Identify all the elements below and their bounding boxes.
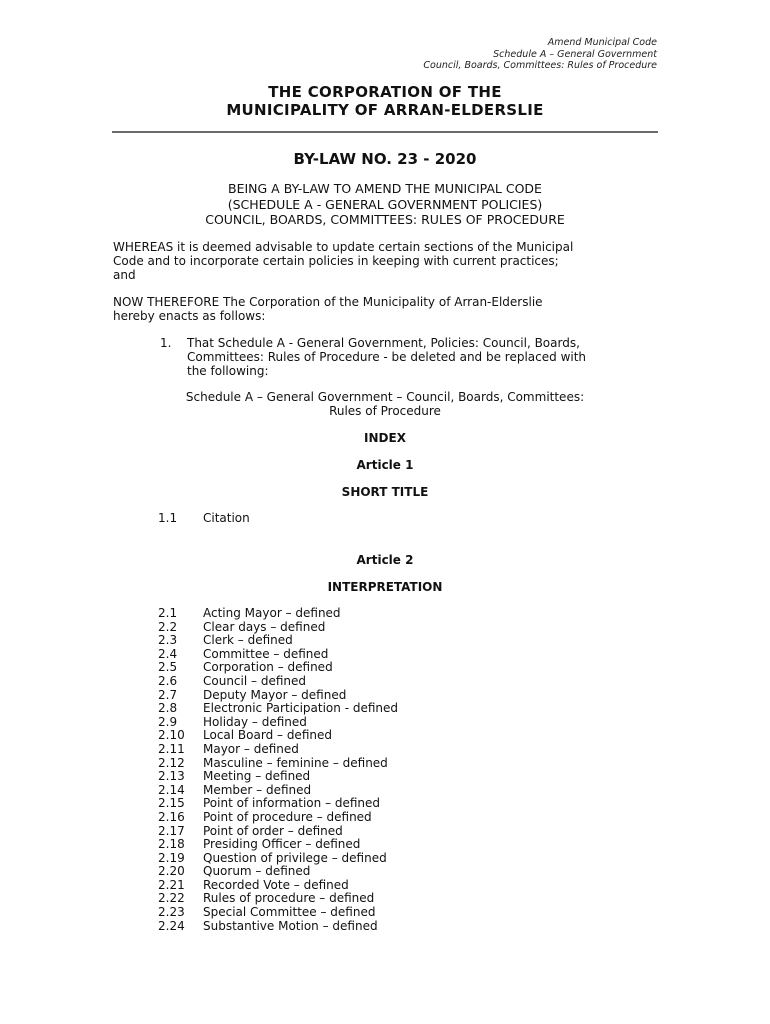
index-entry-text: Electronic Participation - defined <box>203 701 398 716</box>
index-entry-text: Council – defined <box>203 673 306 688</box>
index-entry-number: 2.15 <box>158 796 185 811</box>
index-entry-text: Local Board – defined <box>203 728 332 743</box>
index-entry-text: Point of information – defined <box>203 796 381 811</box>
schedule-heading-line: Rules of Procedure <box>329 404 441 418</box>
index-entry-text: Special Committee – defined <box>203 905 376 920</box>
corporation-title-line: THE CORPORATION OF THE <box>268 83 502 101</box>
clause-line: That Schedule A - General Government, Policies: Council, Boards, <box>187 336 580 350</box>
paragraph-line: NOW THEREFORE The Corporation of the Municipality of Arran-Elderslie <box>113 295 543 309</box>
index-entry-number: 2.5 <box>158 660 178 675</box>
index-entry-text: Committee – defined <box>203 646 329 661</box>
index-entry-text: Clear days – defined <box>203 619 326 634</box>
purpose-line: BEING A BY-LAW TO AMEND THE MUNICIPAL CODE <box>228 181 542 196</box>
index-entry-number: 2.22 <box>158 891 185 906</box>
index-entry-number: 2.3 <box>158 633 178 648</box>
article-1-heading: Article 1 <box>356 458 414 472</box>
index-entry-number: 2.18 <box>158 837 185 852</box>
schedule-heading <box>0 390 770 418</box>
article-2-title: INTERPRETATION <box>327 580 443 594</box>
index-entry-text: Clerk – defined <box>203 633 293 648</box>
index-entry-number: 2.4 <box>158 646 178 661</box>
paragraph-line: WHEREAS it is deemed advisable to update certain sections of the Municipal <box>113 240 574 254</box>
index-entry-number: 2.6 <box>158 673 178 688</box>
index-entry-text: Corporation – defined <box>203 660 333 675</box>
clause-number: 1. <box>160 336 172 350</box>
schedule-heading-line: Schedule A – General Government – Council, Boards, Committees: <box>185 390 585 404</box>
index-entry-text: Quorum – defined <box>203 864 311 879</box>
index-entry-number: 2.23 <box>158 905 185 920</box>
index-entry-number: 1.1 <box>158 511 178 525</box>
index-entry-text: Point of procedure – defined <box>203 809 372 824</box>
index-entry-text: Mayor – defined <box>203 741 299 756</box>
article-2-heading: Article 2 <box>356 553 414 567</box>
running-header-line: Council, Boards, Committees: Rules of Procedure <box>423 60 657 71</box>
index-entry-text: Citation <box>203 511 250 525</box>
bylaw-number: BY-LAW NO. 23 - 2020 <box>293 150 477 168</box>
title-divider <box>112 131 658 133</box>
clause-line: Committees: Rules of Procedure - be deleted and be replaced with <box>187 350 587 364</box>
index-entry-number: 2.16 <box>158 809 185 824</box>
running-header-line: Amend Municipal Code <box>547 37 657 48</box>
purpose-line: COUNCIL, BOARDS, COMMITTEES: RULES OF PROCEDURE <box>205 212 565 227</box>
paragraph-line: hereby enacts as follows: <box>113 309 266 323</box>
index-entry-number: 2.12 <box>158 755 185 770</box>
index-heading: INDEX <box>364 431 406 445</box>
index-entry-text: Recorded Vote – defined <box>203 877 349 892</box>
index-entry-text: Rules of procedure – defined <box>203 891 375 906</box>
index-entry-text: Member – defined <box>203 782 312 797</box>
index-entry-text: Holiday – defined <box>203 714 307 729</box>
index-entry-text: Masculine – feminine – defined <box>203 755 388 770</box>
index-entry-text: Point of order – defined <box>203 823 343 838</box>
index-entry-text: Acting Mayor – defined <box>203 606 341 620</box>
purpose-line: (SCHEDULE A - GENERAL GOVERNMENT POLICIES) <box>227 196 543 212</box>
index-entry-number: 2.14 <box>158 782 185 797</box>
whereas-paragraph <box>113 240 658 282</box>
clause-text <box>187 336 657 378</box>
index-entry-number: 2.8 <box>158 701 178 716</box>
index-entry-text: Presiding Officer – defined <box>203 837 361 852</box>
index-entry-text: Substantive Motion – defined <box>203 918 378 933</box>
bylaw-purpose <box>0 181 770 228</box>
index-entry-number: 2.19 <box>158 850 185 865</box>
index-entry-number: 2.11 <box>158 741 185 756</box>
index-entry-text: Deputy Mayor – defined <box>203 687 347 702</box>
index-entry-number: 2.24 <box>158 918 185 933</box>
paragraph-line: and <box>113 268 136 282</box>
clause-line: the following: <box>187 364 269 378</box>
index-entry-number: 2.2 <box>158 619 178 634</box>
running-header <box>423 37 657 72</box>
index-entry-number: 2.7 <box>158 687 178 702</box>
index-entry-number: 2.17 <box>158 823 185 838</box>
corporation-title-line: MUNICIPALITY OF ARRAN-ELDERSLIE <box>226 101 544 119</box>
running-header-line: Schedule A – General Government <box>493 48 657 60</box>
paragraph-line: Code and to incorporate certain policies in keeping with current practices; <box>113 254 559 268</box>
index-entry-text: Meeting – defined <box>203 769 311 784</box>
index-entry-number: 2.1 <box>158 606 178 620</box>
index-entry-number: 2.13 <box>158 769 185 784</box>
index-entry-number: 2.21 <box>158 877 185 892</box>
corporation-title <box>0 83 770 119</box>
index-entry-number: 2.9 <box>158 714 178 729</box>
index-entry-number: 2.20 <box>158 864 185 879</box>
index-entry-number: 2.10 <box>158 728 185 743</box>
index-entry-text: Question of privilege – defined <box>203 850 387 865</box>
enacting-paragraph <box>113 295 658 323</box>
article-1-title: SHORT TITLE <box>341 485 429 499</box>
